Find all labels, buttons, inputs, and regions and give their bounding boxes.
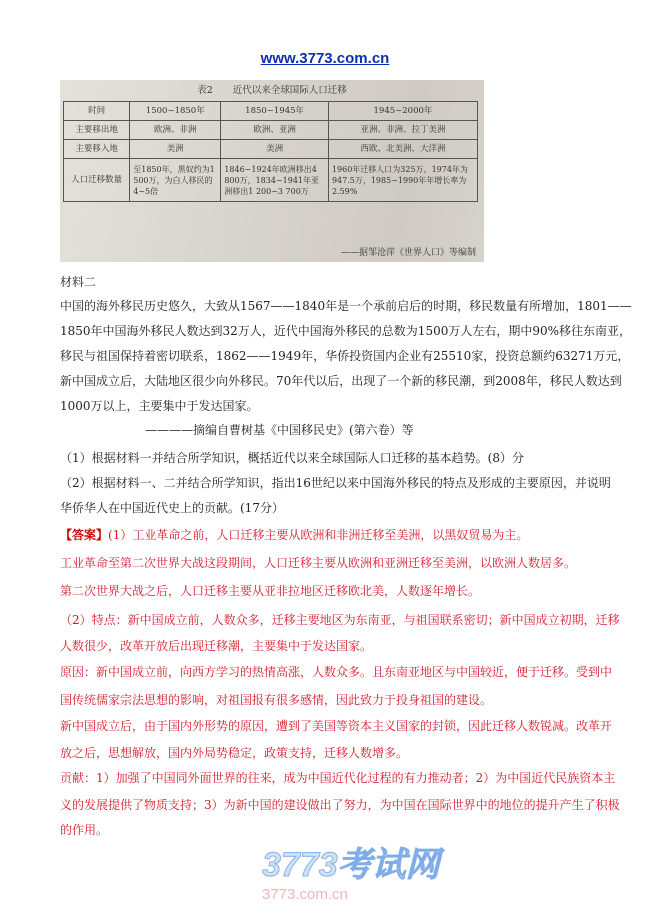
table-header-cell: 1850~1945年 xyxy=(221,102,329,121)
migration-table xyxy=(63,101,478,202)
question-1: （1）根据材料一并结合所学知识，概括近代以来全球国际人口迁移的基本趋势。(8）分 xyxy=(60,451,524,465)
table-cell: 主要移入地 xyxy=(64,140,130,159)
table-cell: 1960年迁移人口为325万，1974年为947.5万，1985~1990年年增长率为2.59% xyxy=(328,159,477,202)
answer-text: (1）工业革命之前，人口迁移主要从欧洲和非洲迁移至美洲，以黑奴贸易为主。 xyxy=(108,528,529,542)
answer-line: 原因：新中国成立前，向西方学习的热情高涨，人数众多。且东南亚地区与中国较近，便于迁移。受到中 xyxy=(60,665,613,679)
table-title: 近代以来全球国际人口迁移 xyxy=(232,85,347,96)
source-citation: ————摘编自曹树基《中国移民史》(第六卷）等 xyxy=(145,423,414,437)
table-cell: 美洲 xyxy=(130,140,221,159)
watermark-url: 3773.com.cn xyxy=(262,886,348,903)
paragraph-line: 中国的海外移民历史悠久，大致从1567——1840年是一个承前启后的时期，移民数量有所增加，1801—— xyxy=(60,299,632,313)
table-cell: 人口迁移数量 xyxy=(64,159,130,202)
answer-line: 新中国成立后，由于国内外形势的原因，遭到了美国等资本主义国家的封锁，因此迁移人数锐减。改革开 xyxy=(60,719,613,733)
answer-label: 【答案】 xyxy=(60,528,109,542)
material-heading: 材料二 xyxy=(60,275,97,289)
answer-line: （2）特点：新中国成立前，人数众多，迁移主要地区为东南亚，与祖国联系密切；新中国成立初期，迁移 xyxy=(60,613,620,627)
table-caption xyxy=(60,85,484,97)
answer-line: 第二次世界大战之后，人口迁移主要从亚非拉地区迁移欧北美，人数逐年增长。 xyxy=(60,584,481,598)
paragraph-line: 移民与祖国保持着密切联系，1862——1949年，华侨投资国内企业有25510家，投资总额约63271万元， xyxy=(60,349,630,363)
paragraph-line: 1850年中国海外移民人数达到32万人，近代中国海外移民的总数为1500万人左右，期中90%移往东南亚， xyxy=(60,324,632,338)
table-photo xyxy=(60,80,484,262)
table-cell: 欧洲、亚洲 xyxy=(221,121,329,140)
table-row xyxy=(64,121,478,140)
paragraph-line: 新中国成立后，大陆地区很少向外移民。70年代以后，出现了一个新的移民潮，到2008年，移民人数达到 xyxy=(60,374,622,388)
answer-line: 放之后，思想解放，国内外局势稳定，政策支持，迁移人数增多。 xyxy=(60,746,409,760)
table-header-cell: 1945~2000年 xyxy=(328,102,477,121)
table-header-row xyxy=(64,102,478,121)
table-cell: 欧洲、非洲 xyxy=(130,121,221,140)
answer-line: 的作用。 xyxy=(60,823,109,837)
table-number: 表2 xyxy=(197,85,213,96)
paragraph-line: 1000万以上，主要集中于发达国家。 xyxy=(60,399,259,413)
table-cell: 美洲 xyxy=(221,140,329,159)
table-cell: 西欧、北美洲、大洋洲 xyxy=(328,140,477,159)
answer-line: 国传统儒家宗法思想的影响，对祖国报有很多感情，因此致力于投身祖国的建设。 xyxy=(60,693,493,707)
table-cell: 主要移出地 xyxy=(64,121,130,140)
question-2: （2）根据材料一、二并结合所学知识，指出16世纪以来中国海外移民的特点及形成的主要原因，并说明 xyxy=(60,476,611,490)
table-cell: 1846~1924年欧洲移出4 800万，1834~1941年亚洲移出1 200~3 700万 xyxy=(221,159,329,202)
watermark-logo: 3773考试网 xyxy=(262,846,440,884)
table-header-cell: 1500~1850年 xyxy=(130,102,221,121)
answer-line: 工业革命至第二次世界大战这段期间，人口迁移主要从欧洲和亚洲迁移至美洲，以欧洲人数居多。 xyxy=(60,556,577,570)
table-row xyxy=(64,140,478,159)
answer-line: 贡献：1）加强了中国同外面世界的往来，成为中国近代化过程的有力推动者；2）为中国近代民族资本主 xyxy=(60,771,616,785)
site-link[interactable]: www.3773.com.cn xyxy=(260,50,390,67)
table-cell: 亚洲、非洲、拉丁美洲 xyxy=(328,121,477,140)
table-row xyxy=(64,159,478,202)
table-source: ——据邹沧萍《世界人口》等编制 xyxy=(340,248,476,258)
table-header-cell: 时间 xyxy=(64,102,130,121)
answer-line xyxy=(60,527,528,543)
question-2-cont: 华侨华人在中国近代史上的贡献。(17分） xyxy=(60,501,284,515)
table-cell: 至1850年，黑奴约为1 500万，为白人移民的4~5倍 xyxy=(130,159,221,202)
answer-line: 义的发展提供了物质支持；3）为新中国的建设做出了努力，为中国在国际世界中的地位的提升产生了积极 xyxy=(60,798,620,812)
answer-line: 人数很少，改革开放后出现迁移潮，主要集中于发达国家。 xyxy=(60,639,373,653)
